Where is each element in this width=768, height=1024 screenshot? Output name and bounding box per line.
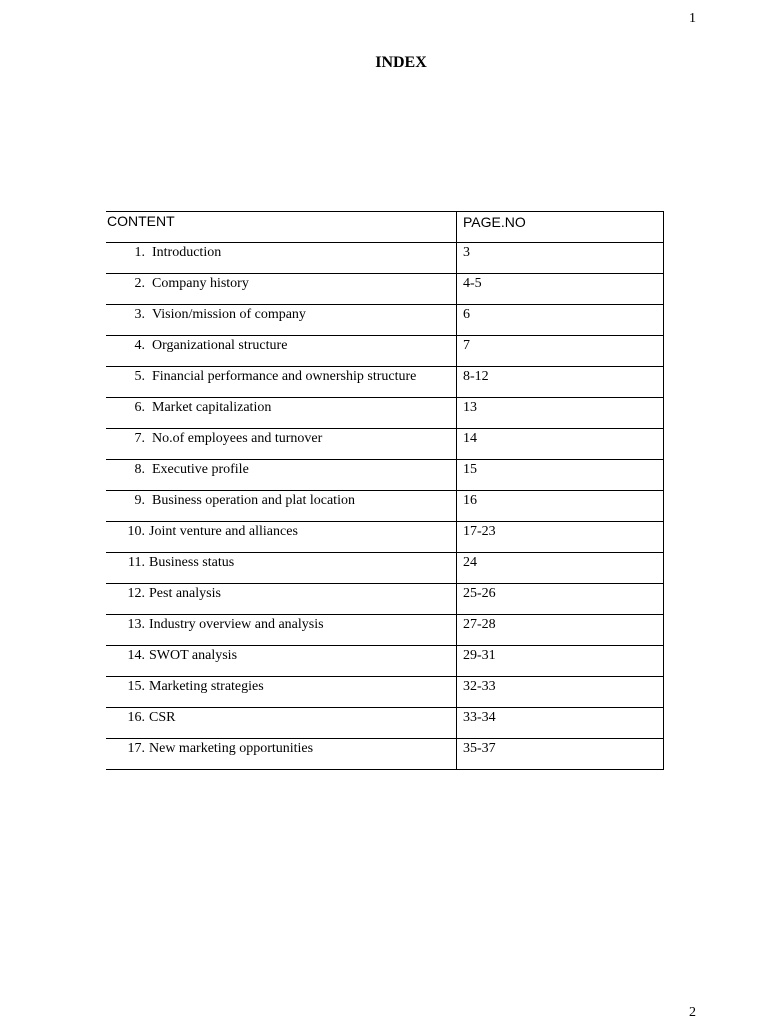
page-number-cell: 15 [457, 460, 664, 491]
page-number-top: 1 [689, 11, 696, 26]
page-number-cell: 16 [457, 491, 664, 522]
content-cell [106, 491, 457, 522]
content-cell [106, 553, 457, 584]
item-number: 15. [127, 679, 145, 694]
page-title: INDEX [375, 54, 427, 71]
page-number-cell: 27-28 [457, 615, 664, 646]
table-row [106, 615, 664, 646]
item-label: Business operation and plat location [152, 493, 355, 508]
table-row [106, 646, 664, 677]
item-label: No.of employees and turnover [152, 431, 323, 446]
item-label: Market capitalization [152, 400, 272, 415]
page-number-cell: 33-34 [457, 708, 664, 739]
table-row [106, 243, 664, 274]
table-row [106, 367, 664, 398]
item-label: CSR [149, 710, 176, 725]
item-number: 5. [134, 369, 145, 384]
content-cell [106, 739, 457, 770]
item-number: 6. [134, 400, 145, 415]
item-label: New marketing opportunities [149, 741, 314, 756]
content-cell [106, 367, 457, 398]
list-item [106, 710, 456, 726]
item-number: 9. [134, 493, 145, 508]
content-cell [106, 336, 457, 367]
list-item [106, 741, 456, 757]
list-item [106, 648, 456, 664]
table-header-row [106, 212, 664, 243]
table-row [106, 398, 664, 429]
list-item [106, 679, 456, 695]
item-number: 1. [134, 245, 145, 260]
table-row [106, 336, 664, 367]
item-number: 17. [127, 741, 145, 756]
list-item [106, 462, 456, 478]
page-number-cell: 32-33 [457, 677, 664, 708]
item-number: 3. [134, 307, 145, 322]
content-cell [106, 646, 457, 677]
list-item [106, 369, 456, 385]
content-cell [106, 677, 457, 708]
list-item [106, 307, 456, 323]
item-label: Introduction [152, 245, 222, 260]
table-row [106, 677, 664, 708]
page-number-cell: 3 [457, 243, 664, 274]
list-item [106, 245, 456, 261]
content-cell [106, 522, 457, 553]
header-page-no: PAGE.NO [457, 212, 664, 243]
item-number: 11. [128, 555, 145, 570]
page-number-cell: 17-23 [457, 522, 664, 553]
list-item [106, 493, 456, 509]
page-number-cell: 8-12 [457, 367, 664, 398]
table-row [106, 739, 664, 770]
page-number-cell: 35-37 [457, 739, 664, 770]
page-number-cell: 6 [457, 305, 664, 336]
index-table [106, 211, 664, 770]
content-cell [106, 708, 457, 739]
item-number: 13. [127, 617, 145, 632]
content-cell [106, 305, 457, 336]
content-cell [106, 398, 457, 429]
item-label: Pest analysis [149, 586, 221, 601]
list-item [106, 276, 456, 292]
item-label: Company history [152, 276, 249, 291]
list-item [106, 555, 456, 571]
header-content: CONTENT [106, 212, 457, 243]
table-row [106, 522, 664, 553]
item-label: Marketing strategies [149, 679, 264, 694]
content-cell [106, 429, 457, 460]
list-item [106, 524, 456, 540]
item-number: 12. [127, 586, 145, 601]
table-row [106, 305, 664, 336]
content-cell [106, 274, 457, 305]
list-item [106, 338, 456, 354]
item-number: 14. [127, 648, 145, 663]
list-item [106, 586, 456, 602]
table-row [106, 553, 664, 584]
item-number: 10. [127, 524, 145, 539]
content-cell [106, 243, 457, 274]
list-item [106, 431, 456, 447]
page-number-bottom: 2 [689, 1005, 696, 1020]
page-number-cell: 25-26 [457, 584, 664, 615]
table-row [106, 584, 664, 615]
item-label: Financial performance and ownership structure [152, 369, 417, 384]
page-number-cell: 29-31 [457, 646, 664, 677]
item-label: Business status [149, 555, 235, 570]
content-cell [106, 460, 457, 491]
item-number: 4. [134, 338, 145, 353]
content-cell [106, 584, 457, 615]
table-row [106, 429, 664, 460]
item-label: Vision/mission of company [152, 307, 306, 322]
item-number: 2. [134, 276, 145, 291]
content-cell [106, 615, 457, 646]
item-number: 8. [134, 462, 145, 477]
page-number-cell: 14 [457, 429, 664, 460]
page-number-cell: 24 [457, 553, 664, 584]
page-number-cell: 13 [457, 398, 664, 429]
list-item [106, 617, 456, 633]
table-row [106, 274, 664, 305]
item-label: Industry overview and analysis [149, 617, 324, 632]
table-row [106, 460, 664, 491]
list-item [106, 400, 456, 416]
item-label: Organizational structure [152, 338, 288, 353]
page-number-cell: 7 [457, 336, 664, 367]
table-row [106, 708, 664, 739]
item-label: SWOT analysis [149, 648, 238, 663]
item-number: 16. [127, 710, 145, 725]
item-label: Executive profile [152, 462, 249, 477]
table-row [106, 491, 664, 522]
page-number-cell: 4-5 [457, 274, 664, 305]
item-number: 7. [134, 431, 145, 446]
item-label: Joint venture and alliances [149, 524, 298, 539]
